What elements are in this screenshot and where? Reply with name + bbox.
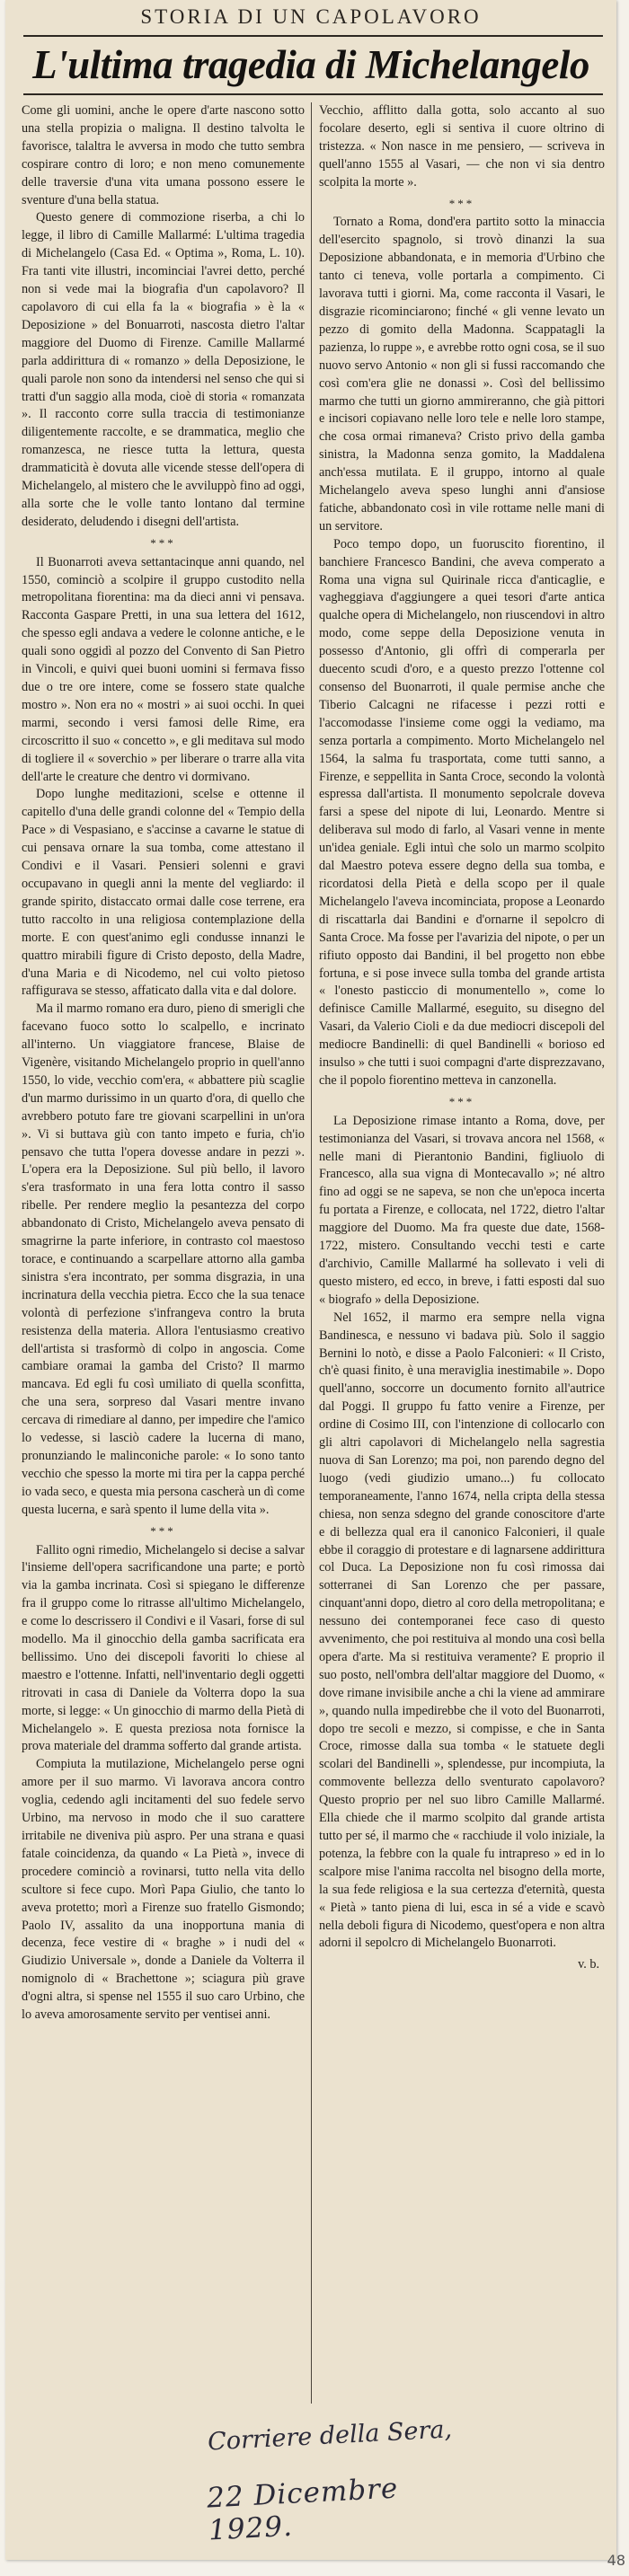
article-paragraph: Tornato a Roma, dond'era partito sotto la minaccia dell'esercito spagnolo, si trovò dinanzi la sua Deposizione abbandonata, e in memoria d'Urbino che tanto ci teneva, volle portarla a compimento. Ci lavorava tutti i giorni. Ma, come racconta il Vasari, le disgrazie ricominciarono; finché « gli venne levato un pezzo di gomito della Madonna. Scappatagli la pazienza, lo ruppe », e avrebbe rotto ogni cosa, se il suo nuovo servo Antonio « non gli si fussi raccomando che così com'era glie ne donassi ». Così del bellissimo marmo che tutti un giorno ammireranno, che già pittori e incisori copiavano nelle loro tele e nelle loro stampe, che cosa ormai rimaneva? Cristo privo della gamba sinistra, la Madonna senza gomito, la Maddalena anch'essa mutilata. E il gruppo, intorno al quale Michelangelo aveva speso lunghi anni d'ansiose fatiche, abbandonato così in vile rottame nelle mani di un servitore. [319,215,605,534]
section-kicker: STORIA DI UN CAPOLAVORO [140,5,482,28]
headline-rule [23,93,603,95]
right-column [319,102,605,2400]
article-paragraph: Come gli uomini, anche le opere d'arte nascono sotto una stella propizia o maligna. Il destino talvolta le favorisce, talaltra le avversa in modo che tutto sembra cospirare contro di loro; e non meno comunemente delle traversie d'una vita umana possono essere le sventure d'una bella statua. [22,103,305,207]
author-signature: v. b. [578,1957,599,1972]
article-paragraph: Vecchio, afflitto dalla gotta, solo accanto al suo focolare deserto, egli si sentiva il cuore oltrino di tristezza. « Non nasce in me pensiero, — scriveva in quell'anno 1555 al Vasari, — che non vi sia dentro scolpita la morte ». [319,103,605,190]
article-paragraph: Questo genere di commozione riserba, a chi lo legge, il libro di Camille Mallarmé: L'ultima tragedia di Michelangelo (Casa Ed. « Optima », Roma, L. 10). Fra tanti vite illustri, incominciai l'avrei detto, perché non si vede mai la biografia d'un capolavoro? Il capolavoro di cui ella fa la « biografia » è la « Deposizione » del Bonuarroti, nascosta dietro l'altar maggiore del Duomo di Firenze. Camille Mallarmé parla addirittura di « romanzo » della Deposizione, le quali parole non sono da intendersi nel senso che qui si tratti d'un saggio alla moda, cioè di storia « romanzata ». Il racconto corre sulla traccia di testimonianze diligentemente raccolte, e se drammatica, meglio che romanzesca, ne riesce tutta la lettura, questa drammaticità è dovuta alle vicende stesse dell'opera di Michelangelo, al mistero che le avviluppò fino ad oggi, alla sorte che le volle tanto lontano dal termine desiderato, deludendo i disegni dell'artista. [22,210,305,529]
handwritten-date: 22 Dicembre 1929. [206,2472,400,2547]
article-paragraph: Ma il marmo romano era duro, pieno di smerigli che facevano fuoco sotto lo scalpello, e incrinato all'interno. Un viaggiatore francese, Blaise de Vigenère, visitando Michelangelo proprio in quell'anno 1550, lo vide, vecchio com'era, « abbattere più scaglie d'un marmo durissimo in un quarto d'ora, di quello che avrebbero potuto fare tre giovani scarpellini in un'ora ». Vi si buttava giù con tanto impeto e furia, ch'io pensavo che tutta l'opera dovesse andare in pezzi ». L'opera era la Deposizione. Sul più bello, il lavoro s'era trasformato in una fera lotta contro il sasso ribelle. Per rendere meglio la pesantezza del corpo abbandonato di Cristo, Michelangelo aveva pensato di smagrirne la parte inferiore, in contrasto col maestoso torace, e continuando a scarpellare attorno alla gamba sinistra s'era incontrato, per somma disgrazia, in una incrinatura della vecchia pietra. Ecco che la sua tenace volontà di perfezione s'infrangeva contro la bruta resistenza della materia. Allora l'entusiasmo creativo dell'artista si trasformò di colpo in angoscia. Come cambiare oramai la gamba del Cristo? Il marmo mancava. Ed egli fu così umiliato di quella sconfitta, che una sera, sorpreso dal Vasari mentre invano cercava di rimediare al danno, per impedire che l'amico lo vedesse, si lasciò cadere la lucerna di mano, pronunziando le malinconiche parole: « Io sono tanto vecchio che spesso la morte mi tira per la cappa perché io vada seco, e questa mia persona cascherà un dì come questa lucerna, e sarà spento il lume della vita ». [22,1001,305,1517]
column-divider [311,102,312,2404]
article-paragraph: Dopo lunghe meditazioni, scelse e ottenne il capitello d'una delle grandi colonne del « Tempio della Pace » di Vespasiano, e s'accinse a cavarne le statue di cui pensava ornare la sua tomba, come attestano il Condivi e il Vasari. Pensieri solenni e gravi occupavano in quegli anni la mente del vegliardo: il grande spirito, distaccato ormai dalle cose terrene, era tutto raccolto in una religiosa contemplazione della morte. E con quest'animo egli condusse innanzi le quattro mirabili figure di Cristo deposto, della Madre, d'una Maria e di Nicodemo, nel cui volto pietoso raffigurava se stesso, affaticato dalla vita e dal dolore. [22,787,305,999]
section-separator: *** [448,1094,475,1108]
article-paragraph: Fallito ogni rimedio, Michelangelo si decise a salvar l'insieme dell'opera sacrificandone una parte; e portò via la gamba incrinata. Così si spiegano le differenze fra il gruppo come lo ritrasse all'ultimo Michelangelo, e come lo descrissero il Condivi e il Vasari, forse di sul modello. Ma il ginocchio della gamba sacrificata era bellissimo. Uno dei discepoli favoriti lo chiese al maestro e l'ottenne. Infatti, nell'inventario degli oggetti ritrovati in casa di Daniele da Volterra dopo la sua morte, si legge: « Un ginocchio di marmo della Pietà di Michelangelo ». E questa preziosa nota fornisce la prova materiale del dramma sofferto dal grande artista. [22,1542,305,1754]
header-rule [23,35,603,37]
article-paragraph: Compiuta la mutilazione, Michelangelo perse ogni amore per il suo marmo. Vi lavorava ancora contro voglia, cedendo agli incitamenti del suo fedele servo Urbino, ma nervoso in modo che il suo carattere irritabile ne diveniva più aspro. Per una strana e quasi fatale coincidenza, da quando « La Pietà », invece di procedere cominciò a rovinarsi, tutto nella vita dello scultore si fece cupo. Morì Papa Giulio, che tanto lo aveva protetto; morì a Firenze suo fratello Gismondo; Paolo IV, assalito da una inopportuna mania di decenza, fece vestire di « braghe » i nudi del « Giudizio Universale », donde a Daniele da Volterra il nomignolo di « Brachettone »; sciagura più grave d'ogni altra, si spense nel 1555 il suo caro Urbino, che lo aveva amorosamente servito per ventisei anni. [22,1757,305,2023]
section-separator: *** [150,1523,176,1538]
section-separator: *** [150,535,176,550]
article-paragraph: Il Buonarroti aveva settantacinque anni quando, nel 1550, cominciò a scolpire il gruppo custodito nella metropolitana fiorentina: ma da dieci anni vi pensava. Racconta Gaspare Pretti, in una sua lettera del 1612, che spesso egli andava a vedere le colonne antiche, e le quali sono oggidì al pozzo del Convento di San Pietro in Vincoli, e quivi quei buoni uomini si fermava fisso due o tre ore intere, come se fossero state qualche mostro ». Non era no « mostri » ai suoi occhi. In quei marmi, secondo i versi famosi delle Rime, era circoscritto il suo « concetto », e gli meditava sul modo di togliere il « soverchio » per liberare o trarre alla vita dell'arte le creature che dentro vi dormivano. [22,554,305,784]
article-paragraph: Poco tempo dopo, un fuoruscito fiorentino, il banchiere Francesco Bandini, che aveva comperato a Roma una vigna sul Quirinale ricca d'anticaglie, e vagheggiava d'aggiungere a quei tesori d'arte antica qualche opera di Michelangelo, non riuscendovi in altro modo, come seppe della Deposizione venuta in possesso d'Antonio, gli offrì di comperarla per duecento scudi d'oro, e a questo prezzo l'ottenne col consenso del Buonarroti, il quale permise anche che Tiberio Calcagni ne rifacesse i pezzi rotti e l'accomodasse l'insieme come oggi la vediamo, ma senza portarla a compimento. Morto Michelangelo nel 1564, la salma fu trasportata, come tutti sanno, a Firenze, e seppellita in Santa Croce, secondo la volontà espressa dall'artista. Il monumento sepolcrale doveva farsi a spese del nipote di lui, Leonardo. Mentre si deliberava sul modo di farlo, al Vasari venne in mente un'idea geniale. Egli intuì che solo un marmo scolpito dal Maestro poteva essere degno della sua tomba, e ricordatosi della Pietà e della scopo per il quale Michelangelo l'aveva incominciata, propose a Leonardo di riscattarla dai Bandini e d'ornarne il sepolcro di Santa Croce. Ma fosse per l'avarizia del nipote, o per un rifiuto opposto dai Bandini, il bel progetto non ebbe fortuna, e si pose invece sulla tomba del grande artista « l'onesto pasticcio di monumentello », come lo definisce Camille Mallarmé, eseguito, su disegno del Vasari, da Valerio Cioli e da due mediocri discepoli del mediocre Bandinelli: di quel Bandinelli « borioso ed insulso » che tutti i suoi compagni d'arte disprezzavano, che il popolo fiorentino metteva in canzonella. [319,536,605,1088]
article-paragraph: La Deposizione rimase intanto a Roma, dove, per testimonianza del Vasari, si trovava ancora nel 1568, « nelle mani di Pierantonio Bandini, figliuolo di Francesco, alla sua vigna di Montecavallo »; né altro fino ad oggi se ne sapeva, se non che un'epoca incerta fu portata a Firenze, e collocata, nel 1722, dietro l'altar maggiore del Duomo. Ma fra queste due date, 1568-1722, mistero. Consultando vecchi testi e carte d'archivio, Camille Mallarmé ha sollevato i veli di questo mistero, ed ecco, in breve, i fatti esposti dal suo « biografo » della Deposizione. [319,1113,605,1307]
page-number: 48 [607,2552,625,2569]
left-column [22,102,305,2400]
article-paragraph: Nel 1652, il marmo era sempre nella vigna Bandinesca, e nessuno vi badava più. Solo il saggio Bernini lo notò, e disse a Paolo Falconieri: « Il Cristo, ch'è quasi finito, è una meraviglia inestimabile ». Dopo quell'anno, soccorre un documento fornito all'autrice dal Poggi. Il gruppo fu fatto venire a Firenze, per ordine di Cosimo III, con l'intenzione di collocarlo con gli altri capolavori di Michelangelo nella sagrestia nuova di San Lorenzo; ma poi, non parendo degno del luogo (vedi giudizio umano...) fu collocato temporaneamente, l'anno 1674, nella cripta della stessa chiesa, non senza sdegno del grande conoscitore d'arte e di bellezza qual era il canonico Falconieri, il quale ebbe il coraggio di protestare e di lagnarsene addirittura col Duca. La Deposizione non fu così rimossa dai sotterranei di San Lorenzo che per passare, cinquant'anni dopo, dietro al coro della metropolitana; e nessuno dei contemporanei fece caso di questo avvenimento, che poi restituiva al mondo una così bella opera d'arte. Ma si restituiva veramente? E proprio il suo posto, nell'ombra dell'altar maggiore del Duomo, « dove rimane invisibile anche a chi la viene ad ammirare », quando nulla impedirebbe che il voto del Buonarroti, dopo tre secoli e mezzo, si compisse, e che in Santa Croce, rimosse dalla sua tomba « le statuete degli scolari del Bandinelli », splendesse, pur incompiuta, la commovente bellezza dello sventurato capolavoro? Questo proprio per nel suo libro Camille Mallarmé. Ella chiede che il marmo scolpito dal grande artista tutto per sé, il marmo che « racchiude il volo iniziale, la potenza, la febbre con la quale fu intrapreso » ed in lo scalpore mise l'anima raccolta nel bisogno della morte, la sua fede religiosa e la sua certezza d'eternità, questa « Pietà » tanto piena di lui, esca in sé a vide e scavò nella deboli figura di Nicodemo, quest'opera e non altra adorni il sepolcro di Michelangelo Buonarroti. [319,1310,605,1951]
section-separator: *** [448,196,475,210]
newspaper-clipping [5,0,616,2560]
handwritten-source: Corriere della Sera, [207,2415,453,2457]
article-headline: L'ultima tragedia di Michelangelo [32,42,589,87]
